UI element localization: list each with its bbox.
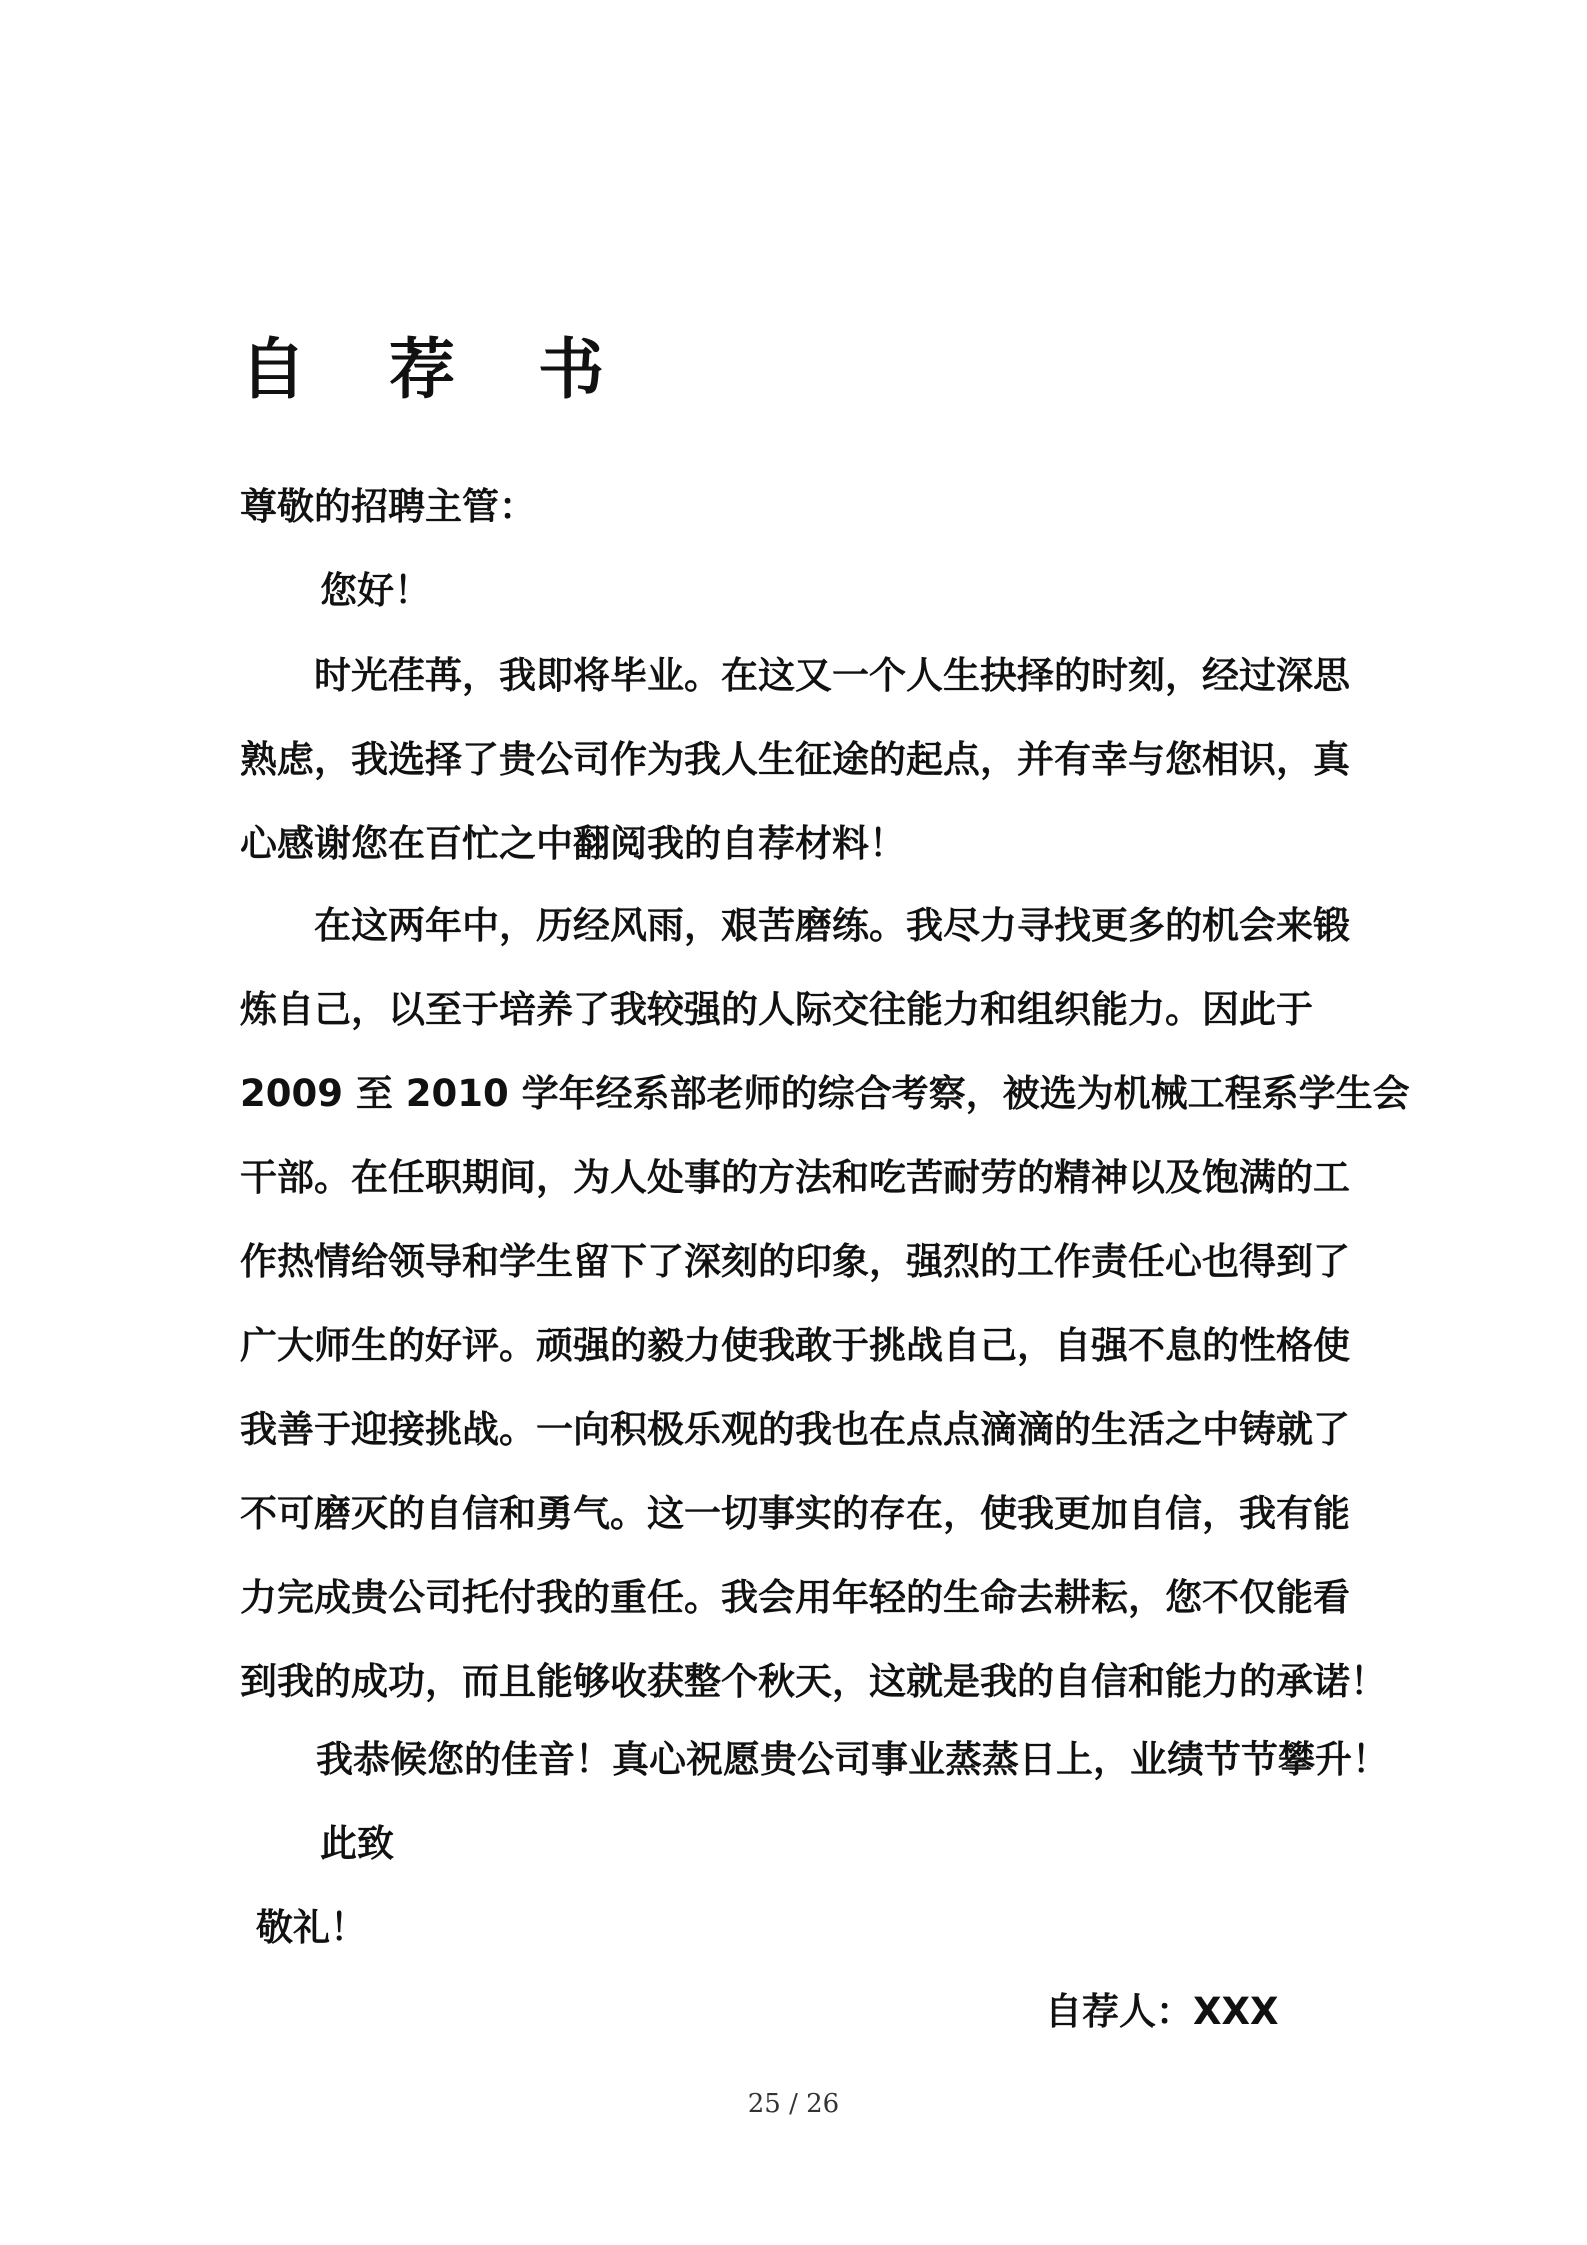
paragraph-1-line: 熟虑，我选择了贵公司作为我人生征途的起点，并有幸与您相识，真	[240, 738, 1350, 781]
paragraph-2-line: 力完成贵公司托付我的重任。我会用年轻的生命去耕耘，您不仅能看	[240, 1576, 1350, 1619]
paragraph-1-line: 时光荏苒，我即将毕业。在这又一个人生抉择的时刻，经过深思	[240, 654, 1350, 697]
paragraph-2-line: 在这两年中，历经风雨，艰苦磨练。我尽力寻找更多的机会来锻	[240, 904, 1350, 947]
paragraph-2-line: 不可磨灭的自信和勇气。这一切事实的存在，使我更加自信，我有能	[240, 1492, 1350, 1535]
document-title: 自 荐 书	[240, 331, 634, 408]
paragraph-1	[240, 634, 1350, 886]
paragraph-2-line: 广大师生的好评。顽强的毅力使我敢于挑战自己，自强不息的性格使	[240, 1324, 1350, 1367]
paragraph-2-line: 作热情给领导和学生留下了深刻的印象，强烈的工作责任心也得到了	[240, 1240, 1350, 1283]
signature-line: 自荐人：XXX	[1045, 1990, 1279, 2033]
paragraph-2	[240, 884, 1410, 1724]
paragraph-2-line: 干部。在任职期间，为人处事的方法和吃苦耐劳的精神以及饱满的工	[240, 1156, 1350, 1199]
paragraph-2-line: 我善于迎接挑战。一向积极乐观的我也在点点滴滴的生活之中铸就了	[240, 1408, 1350, 1451]
paragraph-1-line: 心感谢您在百忙之中翻阅我的自荐材料！	[240, 822, 906, 865]
closing-line: 我恭候您的佳音！真心祝愿贵公司事业蒸蒸日上，业绩节节攀升！	[316, 1738, 1389, 1781]
page-number: 25 / 26	[747, 2089, 840, 2119]
paragraph-2-line: 2009 至 2010 学年经系部老师的综合考察，被选为机械工程系学生会	[240, 1072, 1410, 1115]
paragraph-2-line: 炼自己，以至于培养了我较强的人际交往能力和组织能力。因此于	[240, 988, 1313, 1031]
greeting-line: 尊敬的招聘主管：	[240, 485, 536, 528]
jingli-line: 敬礼！	[256, 1906, 367, 1949]
hello-line: 您好！	[320, 569, 431, 612]
cizhi-line: 此致	[320, 1822, 394, 1865]
paragraph-2-line: 到我的成功，而且能够收获整个秋天，这就是我的自信和能力的承诺！	[240, 1660, 1387, 1703]
